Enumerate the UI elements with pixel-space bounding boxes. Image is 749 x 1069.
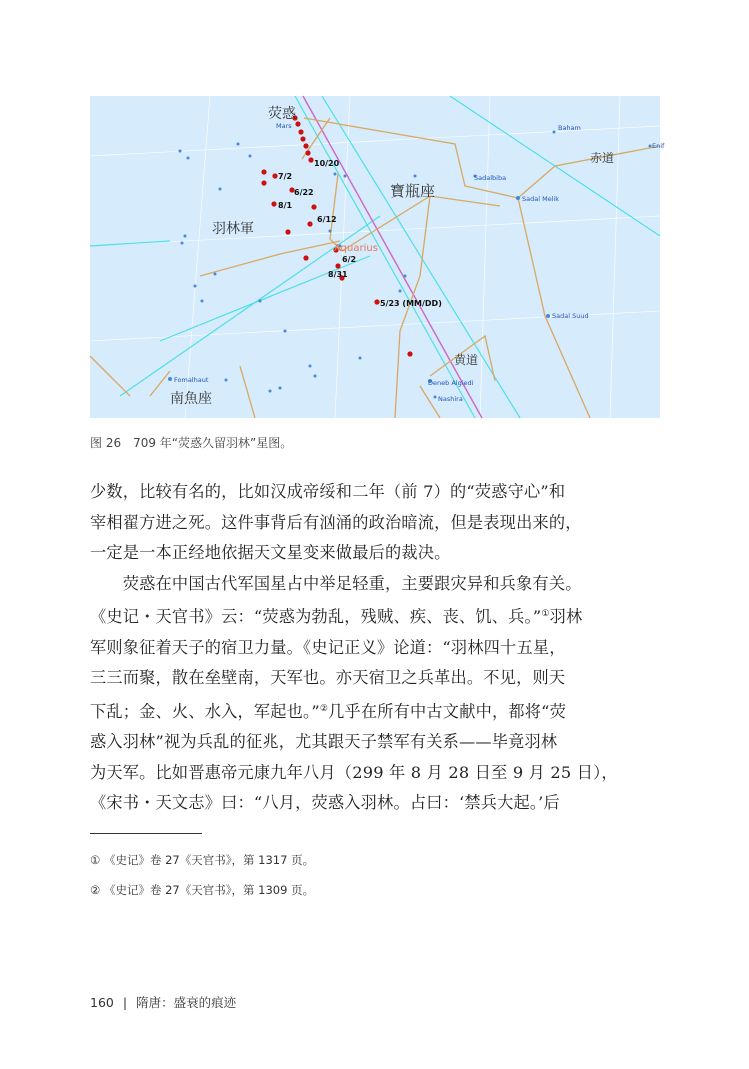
text-line: 下乱；金、火、水入，军起也。”②几乎在所有中古文献中，都将“荧 — [90, 701, 566, 721]
text-line: 《史记・天官书》云：“荧惑为勃乱，残贼、疾、丧、饥、兵。”①羽林 — [90, 607, 583, 626]
star-map-svg — [90, 96, 665, 418]
label-mars-zh: 荧惑 — [268, 106, 296, 122]
date-label: 10/20 — [314, 159, 340, 168]
star-map — [90, 96, 665, 418]
date-label: 6/2 — [342, 255, 357, 264]
constellation-lines — [90, 118, 660, 418]
star-label: Nashira — [438, 395, 463, 403]
body-text — [90, 477, 618, 819]
label-equator: 赤道 — [590, 151, 615, 165]
star-label: Fomalhaut — [174, 376, 209, 384]
footnote-1: ① 《史记》卷 27《天官书》，第 1317 页。 — [90, 853, 315, 867]
star-label: Deneb Algiedi — [428, 379, 474, 387]
text-line: 惑入羽林”视为兵乱的征兆，尤其跟天子禁军有关系——毕竟羽林 — [90, 732, 558, 751]
date-label: 6/22 — [294, 188, 314, 197]
text-line: 少数，比较有名的，比如汉成帝绥和二年（前 7）的“荧惑守心”和 — [90, 482, 566, 501]
page-footer — [90, 993, 236, 1011]
star-label: Baham — [558, 124, 581, 132]
star-label: Enif — [652, 142, 665, 150]
book-title: 隋唐：盛衰的痕迹 — [136, 995, 237, 1010]
date-label: 8/1 — [278, 201, 293, 210]
label-aquarius: Aquarius — [334, 243, 378, 254]
star-label: Sadal Melik — [522, 195, 560, 203]
text-line: 一定是一本正经地依据天文星变来做最后的裁决。 — [90, 543, 451, 562]
date-label: 7/2 — [278, 172, 293, 181]
text-line: 《宋书・天文志》曰：“八月，荧惑入羽林。占曰：‘禁兵大起。’后 — [90, 793, 560, 812]
text-line: 为天军。比如晋惠帝元康九年八月（299 年 8 月 28 日至 9 月 25 日）， — [90, 762, 618, 782]
date-label: 5/23 (MM/DD) — [380, 299, 442, 308]
date-label: 8/31 — [328, 270, 348, 279]
text-line: 宰相翟方进之死。这件事背后有汹涌的政治暗流，但是表现出来的， — [90, 512, 582, 532]
footer-separator: | — [122, 995, 128, 1010]
star-label: Sadalbiba — [474, 174, 507, 182]
footnote-2: ② 《史记》卷 27《天官书》，第 1309 页。 — [90, 883, 315, 897]
text-line: 三三而聚，散在垒壁南，天军也。亦天宿卫之兵革出。不见，则天 — [90, 668, 566, 687]
text-line: 荧惑在中国古代军国星占中举足轻重，主要跟灾异和兵象有关。 — [90, 573, 582, 593]
star-label: Sadal Suud — [552, 312, 589, 320]
footnote-ref: ① — [541, 609, 550, 619]
footnote-ref: ② — [319, 703, 329, 714]
label-piscis-austrinus: 南魚座 — [170, 391, 212, 407]
label-ecliptic: 黄道 — [454, 353, 479, 367]
label-yulin: 羽林軍 — [212, 221, 254, 237]
footnote-divider — [90, 833, 202, 834]
figure-caption: 图 26 709 年“荧惑久留羽林”星图。 — [90, 436, 293, 450]
text-line: 军则象征着天子的宿卫力量。《史记正义》论道：“羽林四十五星， — [90, 637, 566, 657]
label-mars: Mars — [276, 122, 292, 130]
label-aquarius-zh: 寶瓶座 — [390, 182, 436, 200]
page-number: 160 — [90, 995, 114, 1010]
date-label: 6/12 — [317, 215, 337, 224]
